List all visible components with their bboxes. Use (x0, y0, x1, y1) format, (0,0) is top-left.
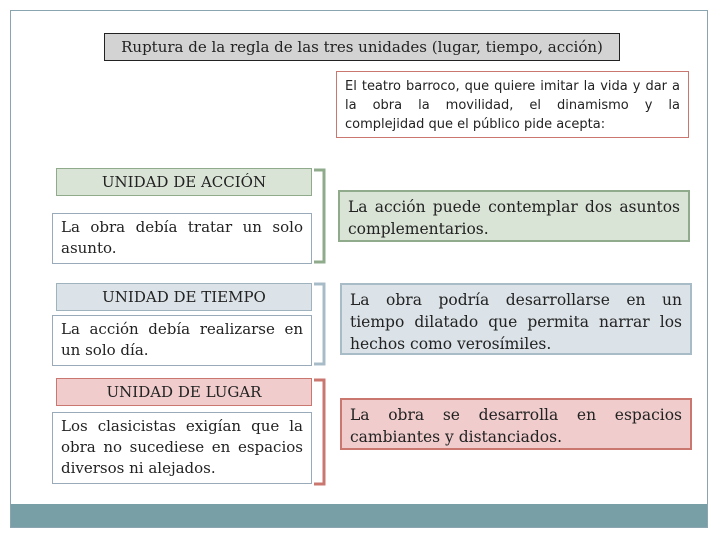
bracket-accion (314, 170, 324, 262)
bracket-tiempo (314, 284, 324, 364)
unit-accion-baroque: La acción puede contemplar dos asuntos complementarios. (338, 190, 690, 242)
diagram-title: Ruptura de la regla de las tres unidades (lugar, tiempo, acción) (104, 33, 620, 61)
intro-text: El teatro barroco, que quiere imitar la vida y dar a la obra la movilidad, el dinamismo y la complejidad que el público pide acepta: (336, 71, 689, 138)
unit-tiempo-classical: La acción debía realizarse en un solo día. (52, 315, 312, 366)
unit-lugar-heading: UNIDAD DE LUGAR (56, 378, 312, 406)
unit-tiempo-baroque: La obra podría desarrollarse en un tiempo dilatado que permita narrar los hechos como verosímiles. (340, 283, 692, 355)
unit-tiempo-heading: UNIDAD DE TIEMPO (56, 283, 312, 311)
unit-accion-classical: La obra debía tratar un solo asunto. (52, 213, 312, 264)
bracket-lugar (314, 380, 324, 484)
unit-lugar-classical: Los clasicistas exigían que la obra no sucediese en espacios diversos ni alejados. (52, 412, 312, 484)
unit-accion-heading: UNIDAD DE ACCIÓN (56, 168, 312, 196)
unit-lugar-baroque: La obra se desarrolla en espacios cambiantes y distanciados. (340, 398, 692, 450)
